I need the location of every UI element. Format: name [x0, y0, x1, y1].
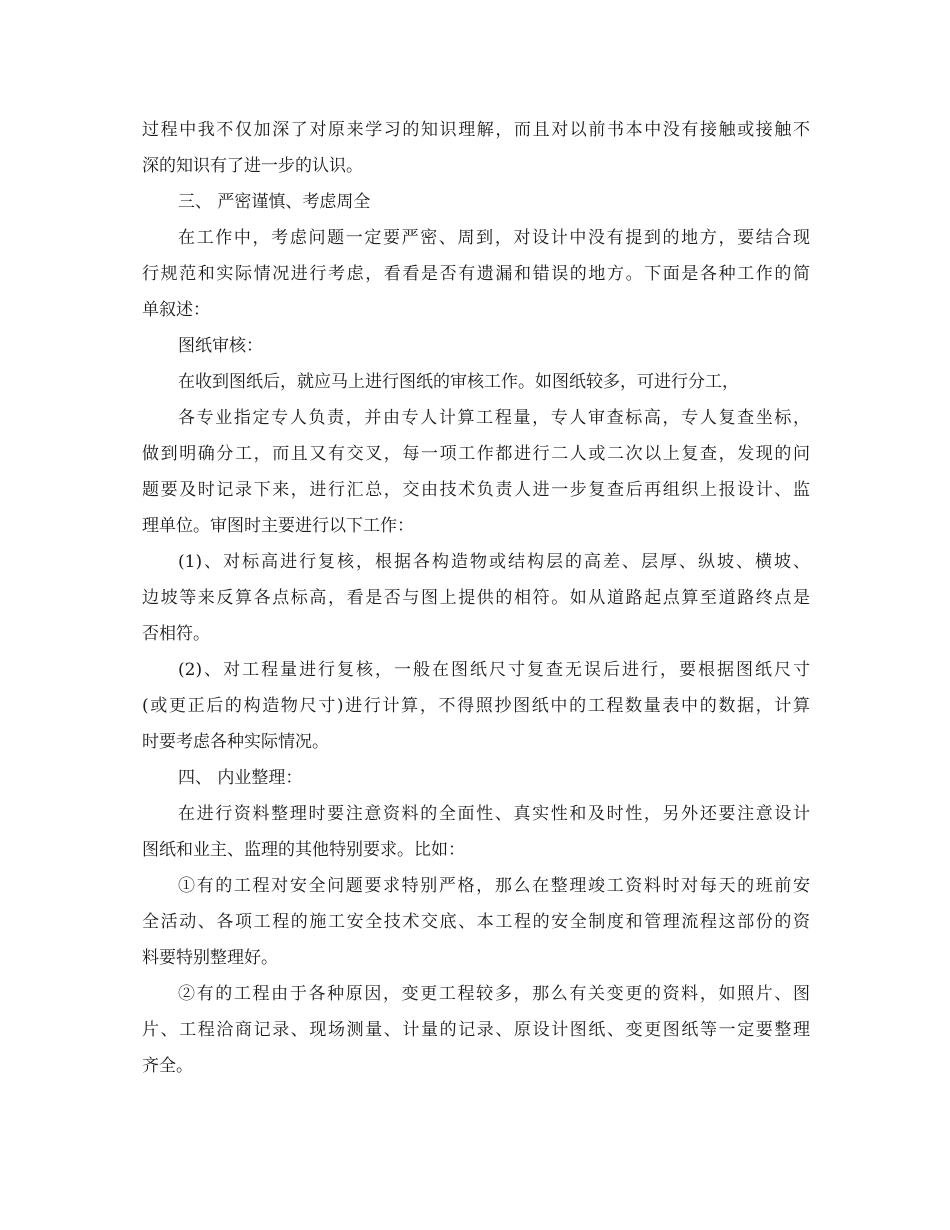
document-page [142, 112, 810, 1084]
text-line: 片、工程洽商记录、现场测量、计量的记录、原设计图纸、变更图纸等一定要整理 [142, 1020, 810, 1040]
text-line: ①有的工程对安全问题要求特别严格，那么在整理竣工资料时对每天的班前安 [178, 876, 810, 896]
text-line: 单叙述： [142, 300, 210, 320]
text-line: 题要及时记录下来，进行汇总，交由技术负责人进一步复查后再组织上报设计、监 [142, 480, 810, 500]
text-line: 在进行资料整理时要注意资料的全面性、真实性和及时性，另外还要注意设计 [178, 804, 810, 824]
text-line: 理单位。审图时主要进行以下工作： [142, 516, 414, 536]
text-line: 边坡等来反算各点标高，看是否与图上提供的相符。如从道路起点算至道路终点是 [142, 588, 810, 608]
text-line: (1)、对标高进行复核，根据各构造物或结构层的高差、层厚、纵坡、横坡、 [178, 552, 810, 572]
section-heading: 四、 内业整理： [178, 768, 303, 788]
text-line: (2)、对工程量进行复核，一般在图纸尺寸复查无误后进行，要根据图纸尺寸 [178, 660, 810, 680]
subsection-heading: 图纸审核： [178, 336, 263, 356]
text-line: 各专业指定专人负责，并由专人计算工程量，专人审查标高，专人复查坐标， [178, 408, 810, 428]
text-line: ②有的工程由于各种原因，变更工程较多，那么有关变更的资料，如照片、图 [178, 984, 810, 1004]
text-line: 齐全。 [142, 1056, 193, 1076]
text-line: (或更正后的构造物尺寸)进行计算，不得照抄图纸中的工程数量表中的数据，计算 [142, 696, 810, 716]
text-line: 深的知识有了进一步的认识。 [142, 156, 363, 176]
text-line: 否相符。 [142, 624, 210, 644]
text-line: 过程中我不仅加深了对原来学习的知识理解，而且对以前书本中没有接触或接触不 [142, 120, 810, 140]
text-line: 时要考虑各种实际情况。 [142, 732, 329, 752]
document-body [142, 112, 810, 1084]
text-line: 做到明确分工，而且又有交叉，每一项工作都进行二人或二次以上复查，发现的问 [142, 444, 810, 464]
section-heading: 三、 严密谨慎、考虑周全 [178, 192, 371, 212]
text-line: 料要特别整理好。 [142, 948, 278, 968]
text-line: 全活动、各项工程的施工安全技术交底、本工程的安全制度和管理流程这部份的资 [142, 912, 810, 932]
text-line: 在收到图纸后，就应马上进行图纸的审核工作。如图纸较多，可进行分工， [178, 372, 739, 392]
text-line: 在工作中，考虑问题一定要严密、周到，对设计中没有提到的地方，要结合现 [178, 228, 810, 248]
text-line: 行规范和实际情况进行考虑，看看是否有遗漏和错误的地方。下面是各种工作的简 [142, 264, 810, 284]
text-line: 图纸和业主、监理的其他特别要求。比如： [142, 840, 465, 860]
